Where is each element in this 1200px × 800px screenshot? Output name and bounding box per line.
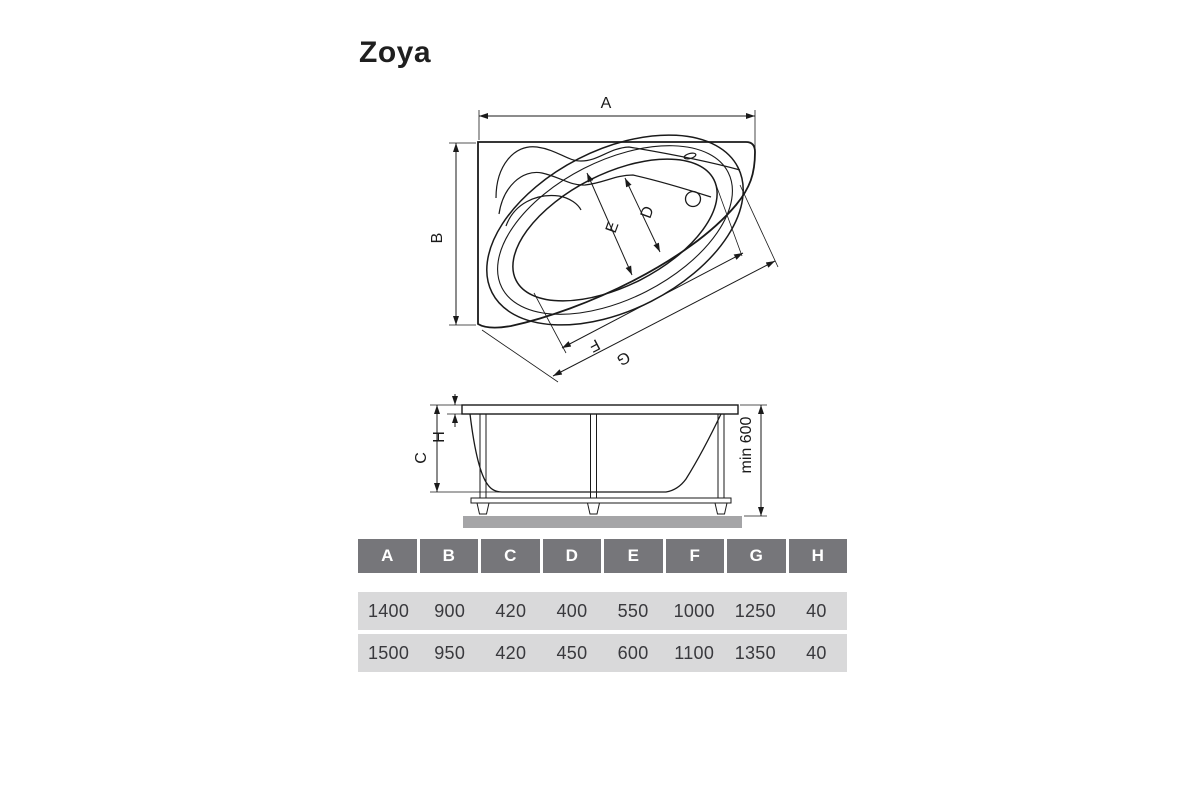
table-cell: 1250 (734, 600, 776, 621)
table-row (358, 634, 847, 672)
table-header-cell: B (420, 539, 479, 573)
table-header-cell: D (543, 539, 602, 573)
dim-label-a: A (600, 95, 612, 112)
ground (463, 516, 742, 528)
table-cell: 950 (434, 642, 466, 663)
dim-label-f: F (585, 335, 603, 355)
table-cell: 1400 (367, 600, 410, 621)
table-header-row (358, 539, 847, 573)
table-cell: 40 (806, 642, 827, 663)
table-header-cell: E (604, 539, 663, 573)
table-cell: 1350 (734, 642, 776, 663)
frame-legs (480, 414, 724, 503)
dim-label-g: G (613, 347, 633, 369)
frame-feet (477, 503, 727, 514)
table-cell: 420 (495, 642, 527, 663)
table-header-cell: C (481, 539, 540, 573)
table-header-cell: H (789, 539, 848, 573)
bathtub-top-view-drawing (420, 90, 800, 390)
page-title: Zoya (359, 36, 432, 69)
table-row (358, 592, 847, 630)
drain-hole (686, 192, 701, 207)
table-cell: 450 (556, 642, 588, 663)
dim-label-d: D (637, 204, 658, 221)
dimensions-table (358, 539, 847, 676)
frame-bottom-bar (471, 498, 731, 503)
dim-label-e: E (602, 219, 623, 236)
table-cell: 600 (617, 642, 649, 663)
tub-rim-deck (462, 405, 738, 414)
table-cell: 40 (806, 600, 827, 621)
table-cell: 420 (495, 600, 527, 621)
table-header-cell: F (666, 539, 725, 573)
table-cell: 1500 (367, 642, 410, 663)
headrest-contours (496, 147, 740, 226)
table-header-cell: A (358, 539, 417, 573)
table-cell: 1100 (674, 642, 715, 663)
dim-label-h: H (431, 431, 448, 443)
dim-label-b: B (429, 232, 446, 244)
table-cell: 900 (434, 600, 466, 621)
dim-label-c: C (413, 452, 430, 464)
dim-label-min-height: min 600 (738, 416, 755, 474)
table-cell: 1000 (673, 600, 715, 621)
table-cell: 400 (556, 600, 588, 621)
table-cell: 550 (617, 600, 649, 621)
table-header-cell: G (727, 539, 786, 573)
bathtub-side-view-drawing (400, 385, 785, 535)
